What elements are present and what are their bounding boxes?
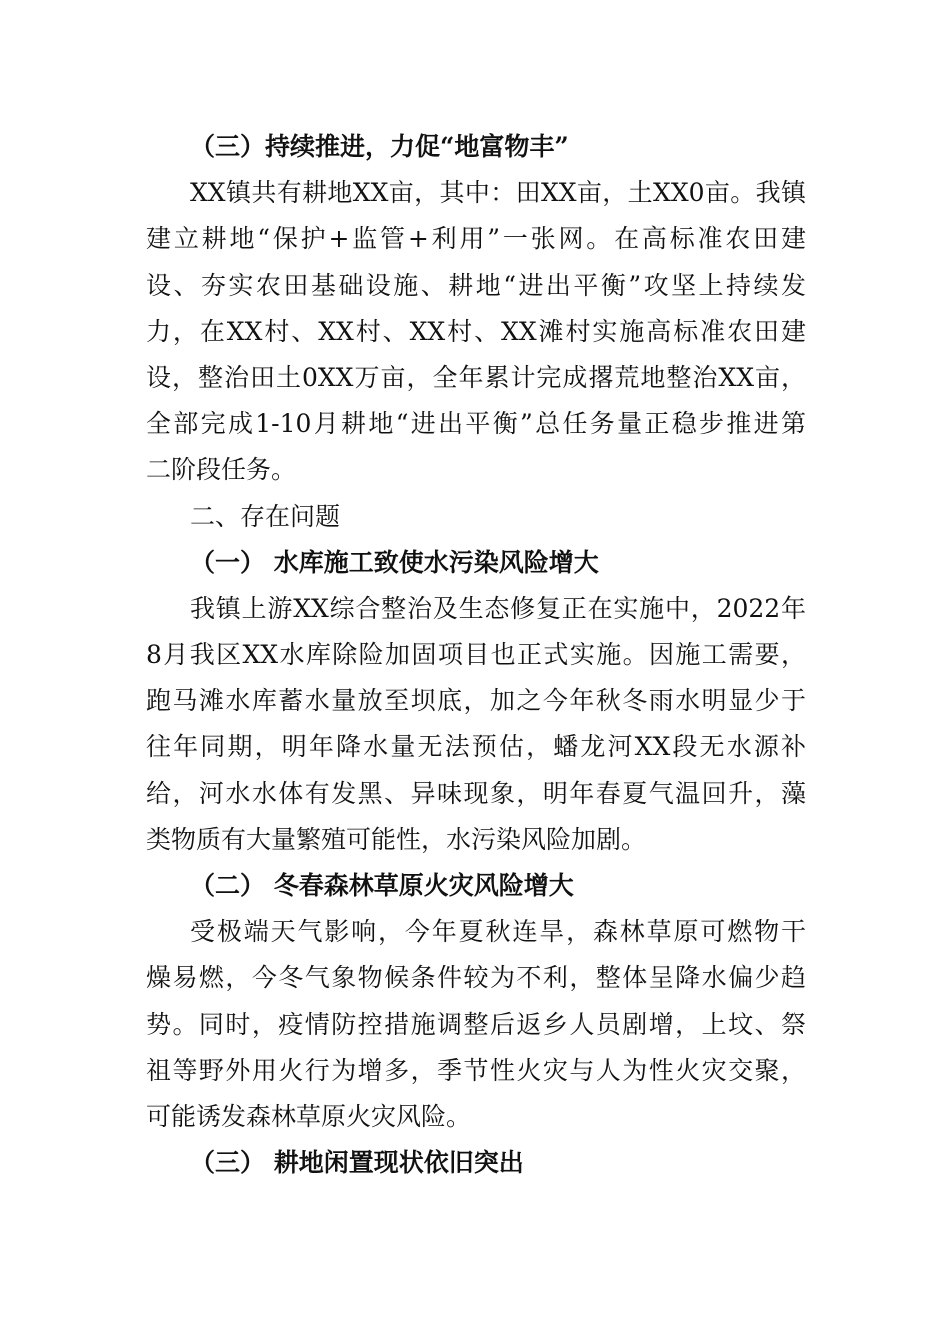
paragraph-line: 祖等野外用火行为增多，季节性火灾与人为性火灾交聚， [146, 1055, 806, 1085]
paragraph-line: 势。同时，疫情防控措施调整后返乡人员剧增，上坟、祭 [146, 1009, 806, 1039]
document-page [146, 124, 806, 1186]
paragraph-line: 8月我区XX水库除险加固项目也正式实施。因施工需要， [146, 640, 806, 670]
paragraph-line: XX镇共有耕地XX亩，其中：田XX亩，土XX0亩。我镇 [190, 178, 806, 208]
paragraph-line: 力，在XX村、XX村、XX村、XX滩村实施高标准农田建 [146, 316, 806, 346]
paragraph-line: 建立耕地“保护+监管+利用”一张网。在高标准农田建 [146, 224, 806, 254]
paragraph-line: 设、夯实农田基础设施、耕地“进出平衡”攻坚上持续发 [146, 270, 806, 300]
paragraph-line: 可能诱发森林草原火灾风险。 [146, 1101, 472, 1131]
paragraph-line: 全部完成1-10月耕地“进出平衡”总任务量正稳步推进第 [146, 409, 806, 439]
paragraph-line: 给，河水水体有发黑、异味现象，明年春夏气温回升，藻 [146, 778, 806, 808]
paragraph-line: 跑马滩水库蓄水量放至坝底，加之今年秋冬雨水明显少于 [146, 686, 806, 716]
subsection-heading: （二） 冬春森林草原火灾风险增大 [190, 871, 574, 900]
subsection-heading: （三） 耕地闲置现状依旧突出 [190, 1148, 524, 1178]
paragraph-line: 受极端天气影响，今年夏秋连旱，森林草原可燃物干 [190, 917, 806, 947]
paragraph-line: 类物质有大量繁殖可能性，水污染风险加剧。 [146, 824, 647, 854]
paragraph-line: 设，整治田土0XX万亩，全年累计完成撂荒地整治XX亩， [146, 362, 806, 392]
subsection-heading: （一） 水库施工致使水污染风险增大 [190, 547, 599, 577]
section-heading: （三）持续推进，力促“地富物丰” [190, 132, 569, 161]
paragraph-line: 燥易燃，今冬气象物候条件较为不利，整体呈降水偏少趋 [146, 963, 806, 993]
paragraph-line: 往年同期，明年降水量无法预估，蟠龙河XX段无水源补 [146, 732, 806, 762]
chapter-heading: 二、存在问题 [190, 501, 341, 531]
paragraph-line: 二阶段任务。 [146, 455, 297, 485]
paragraph-line: 我镇上游XX综合整治及生态修复正在实施中，2022年 [190, 593, 806, 623]
